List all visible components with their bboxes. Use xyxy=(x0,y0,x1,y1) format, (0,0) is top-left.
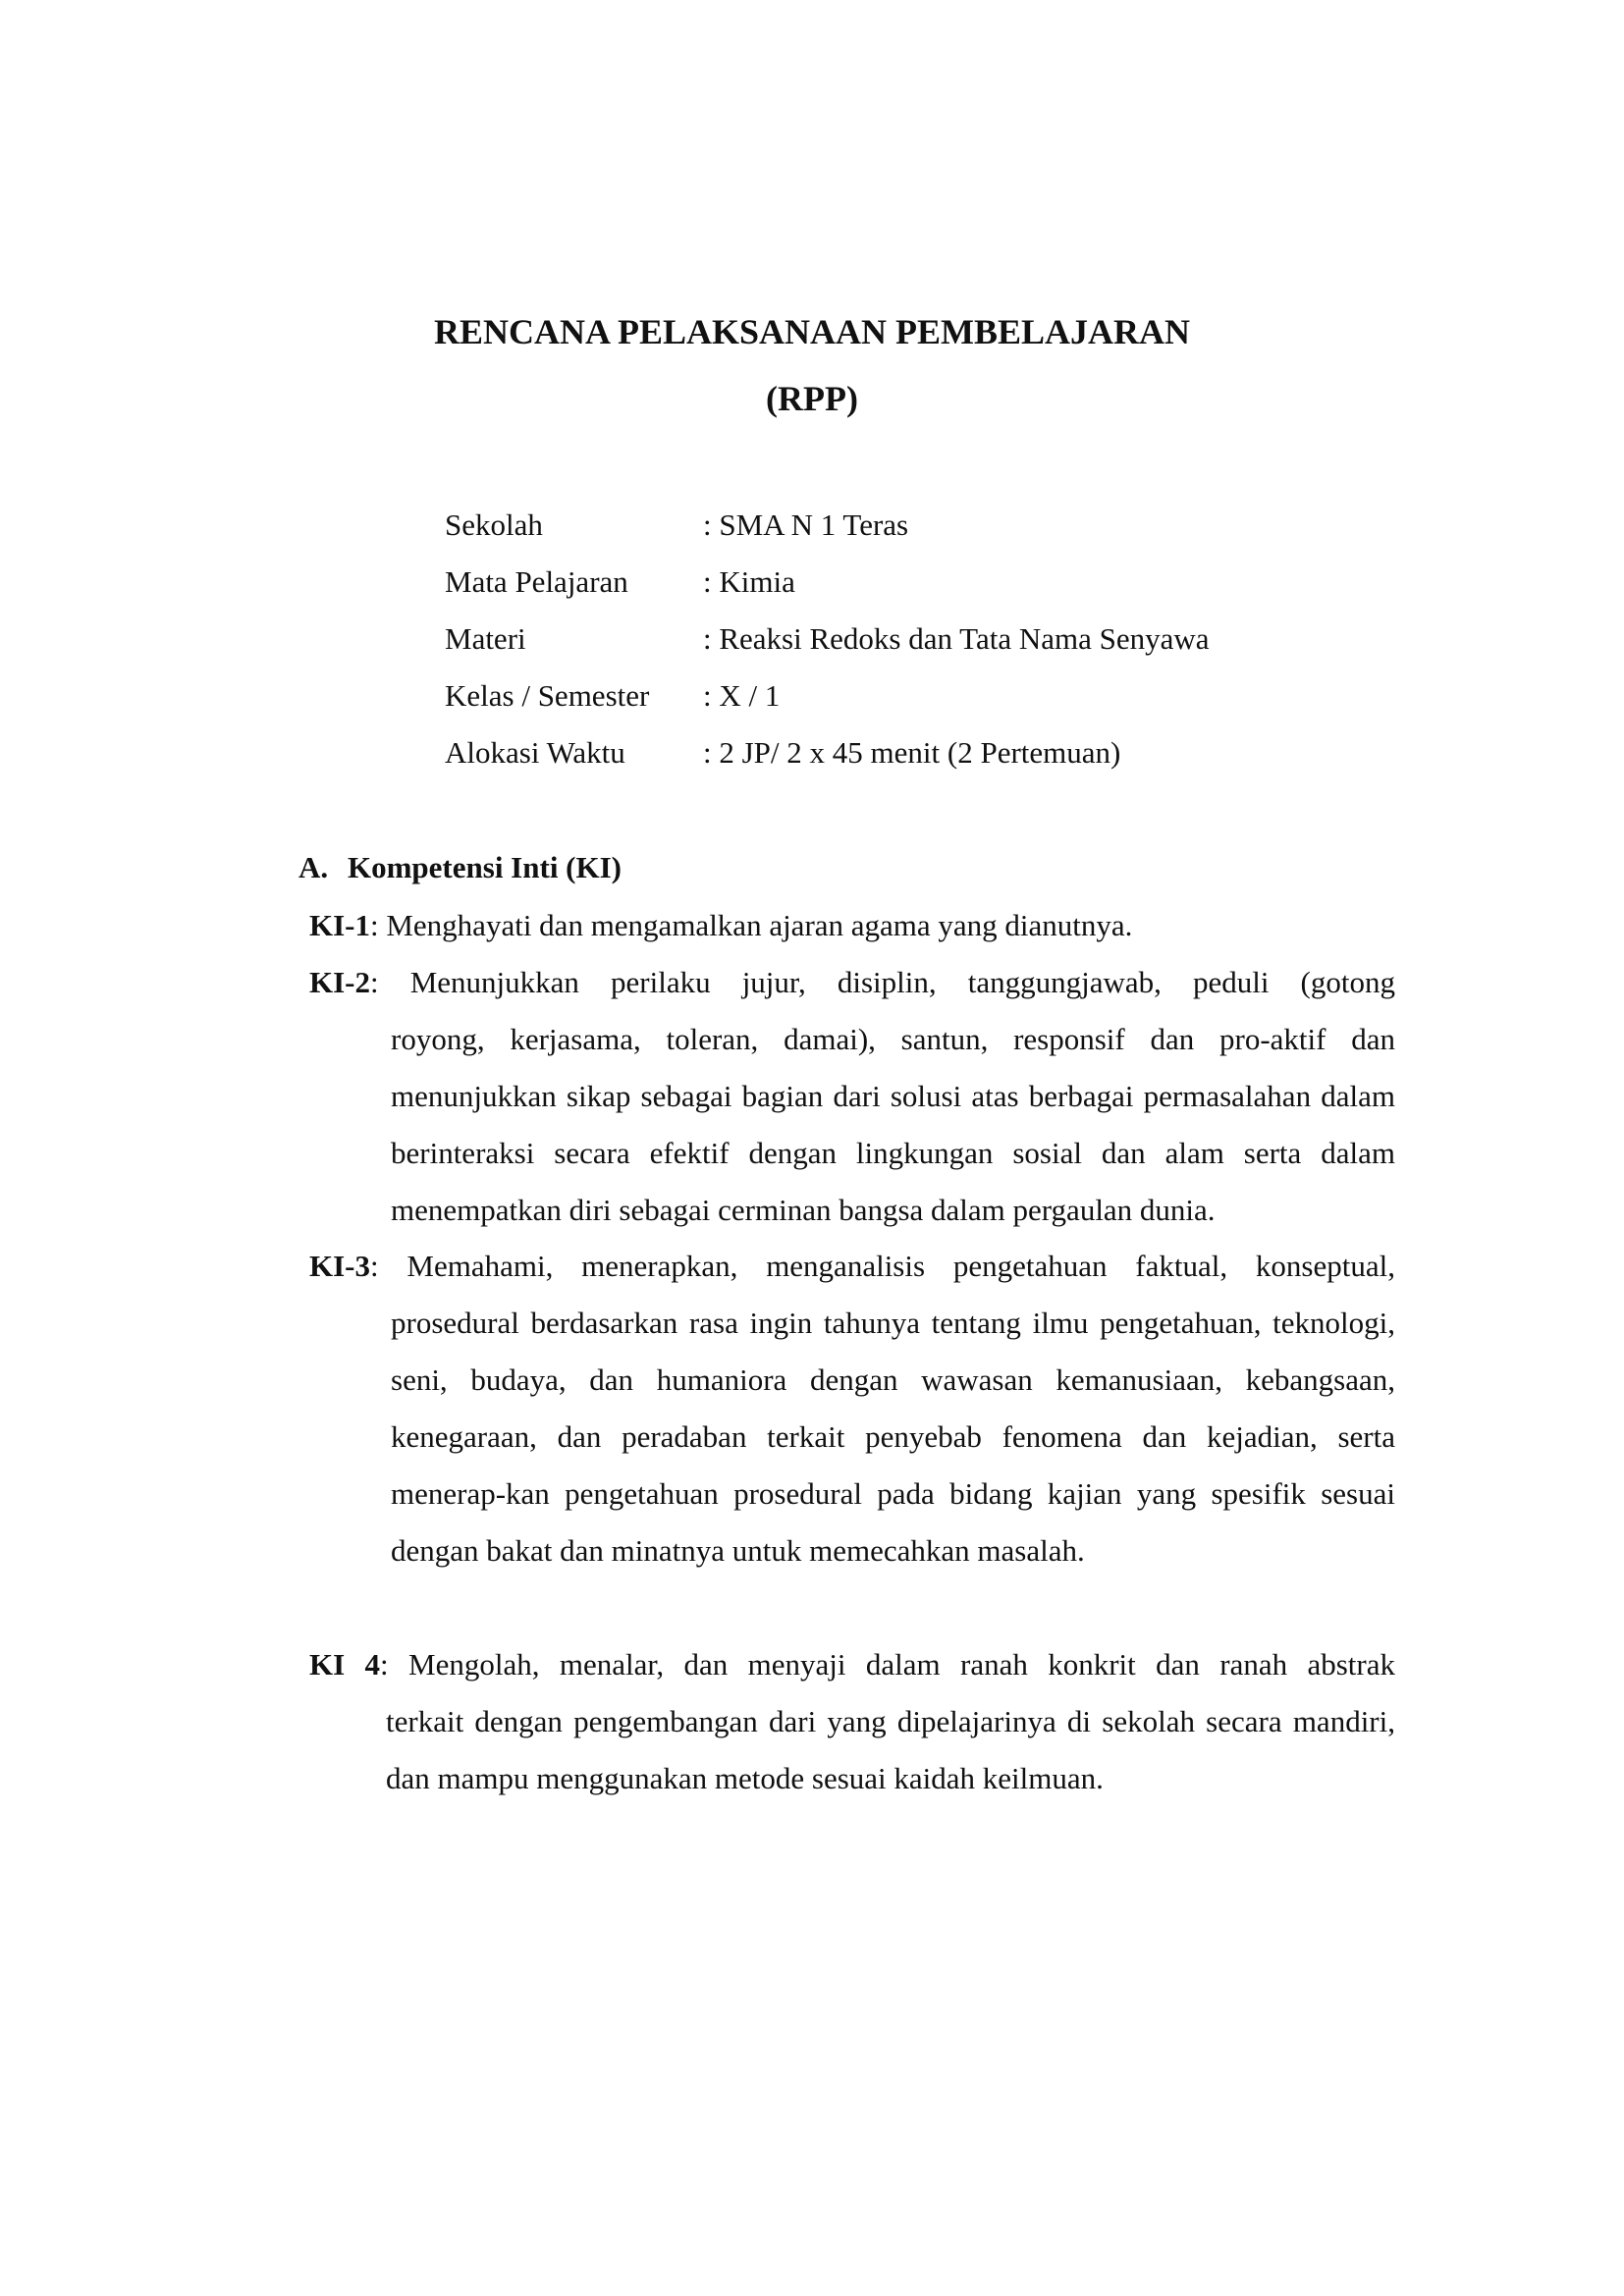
ki-first-line xyxy=(309,954,1395,1011)
ki-text: : Memahami, menerapkan, menganalisis pengetahuan faktual, konseptual, xyxy=(370,1249,1395,1283)
ki-item xyxy=(309,897,1395,954)
identity-value: : SMA N 1 Teras xyxy=(703,507,909,542)
ki-text: : Mengolah, menalar, dan menyaji dalam ranah konkrit dan ranah abstrak xyxy=(380,1647,1395,1682)
ki-item xyxy=(309,1238,1395,1579)
identity-table xyxy=(445,504,1210,788)
identity-label: Alokasi Waktu xyxy=(445,735,625,770)
section-letter: A. xyxy=(298,850,329,884)
identity-value: : X / 1 xyxy=(703,678,781,713)
identity-row xyxy=(445,504,1210,561)
ki-code: KI-3 xyxy=(309,1249,370,1283)
ki-text: : Menghayati dan mengamalkan ajaran agama yang dianutnya. xyxy=(370,908,1133,942)
ki-continuation: terkait dengan pengembangan dari yang dipelajarinya di sekolah secara mandiri, dan mampu menggunakan metode sesuai kaidah keilmuan. xyxy=(386,1704,1395,1795)
ki-item xyxy=(309,954,1395,1239)
ki-first-line xyxy=(309,1636,1395,1693)
document-title: RENCANA PELAKSANAAN PEMBELAJARAN xyxy=(433,312,1191,351)
ki-code: KI-1 xyxy=(309,908,370,942)
ki-first-line xyxy=(309,1238,1395,1295)
identity-label: Kelas / Semester xyxy=(445,678,650,713)
identity-value: : 2 JP/ 2 x 45 menit (2 Pertemuan) xyxy=(703,735,1121,770)
document-subtitle: (RPP) xyxy=(766,379,858,418)
identity-row xyxy=(445,561,1210,617)
identity-value: : Reaksi Redoks dan Tata Nama Senyawa xyxy=(703,621,1210,656)
section-heading xyxy=(298,846,622,889)
identity-row xyxy=(445,617,1210,674)
ki-text: : Menunjukkan perilaku jujur, disiplin, tanggungjawab, peduli (gotong xyxy=(370,965,1395,999)
identity-label: Materi xyxy=(445,621,526,656)
ki-continuation: prosedural berdasarkan rasa ingin tahunya tentang ilmu pengetahuan, teknologi, seni, budaya, dan humaniora dengan wawasan kemanusiaan, kebangsaan, kenegaraan, dan peradaban terkait penyebab fenomena dan kejadian, serta menerap-kan pengetahuan prosedural pada bidang kajian yang spesifik sesuai dengan bakat dan minatnya untuk memecahkan masalah. xyxy=(391,1306,1395,1568)
identity-label: Mata Pelajaran xyxy=(445,564,628,599)
ki-continuation: royong, kerjasama, toleran, damai), santun, responsif dan pro-aktif dan menunjukkan sikap sebagai bagian dari solusi atas berbagai permasalahan dalam berinteraksi secara efektif dengan lingkungan sosial dan alam serta dalam menempatkan diri sebagai cerminan bangsa dalam pergaulan dunia. xyxy=(391,1022,1395,1227)
identity-row xyxy=(445,674,1210,731)
identity-row xyxy=(445,731,1210,788)
section-title: Kompetensi Inti (KI) xyxy=(348,850,622,884)
ki-first-line xyxy=(309,908,1132,942)
identity-label: Sekolah xyxy=(445,507,543,542)
ki-code: KI-2 xyxy=(309,965,370,999)
identity-value: : Kimia xyxy=(703,564,795,599)
ki-item xyxy=(309,1636,1395,1807)
ki-code: KI 4 xyxy=(309,1647,381,1682)
